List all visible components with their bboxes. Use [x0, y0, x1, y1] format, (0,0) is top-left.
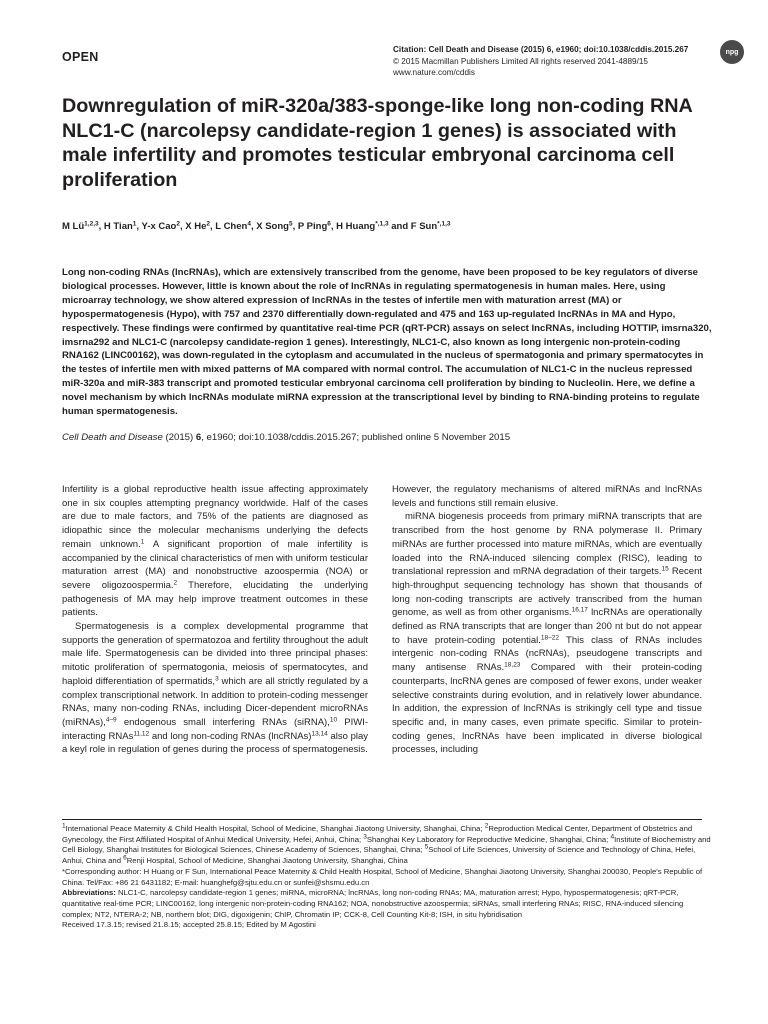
paper-title: Downregulation of miR-320a/383-sponge-like long non-coding RNA NLC1-C (narcolepsy candidate-region 1 genes) is associated with male infertility and promotes testicular embryonal carcinoma cell proliferation — [62, 95, 693, 191]
author-affiliation-marker: 2 — [206, 220, 211, 228]
author-affiliation-marker: 5 — [288, 220, 293, 228]
author-affiliation-marker: 2 — [176, 220, 180, 228]
journal-volume: 6 — [195, 432, 202, 443]
npg-logo: npg — [720, 40, 744, 64]
citation-block — [393, 44, 713, 79]
citation-ref[interactable]: 4–9 — [105, 716, 117, 724]
body-paragraph: miRNA biogenesis proceeds from primary miRNA transcripts that are transcribed from the host genome by RNA polymerase II. Primary miRNAs are further processed into mature miRNAs, which are eventually loaded into the RNA-induced silencing complex (RISC), leading to translational repression and mRNA degradation of their targets.$^{15}$ Recent high-throughput sequencing technology has shown that thousands of long non-coding transcripts are actively transcribed from the human genome, as well as from other organisms.$^{16,17}$ lncRNAs are operationally defined as RNA transcripts that are longer than 200 nt but do not appear to have protein-coding potential.$^{18-22}$ This class of RNAs includes intergenic non-coding RNAs (ncRNAs), pseudogene transcripts and many antisense RNAs.$^{18,23}$ Compared with their protein-coding counterparts, lncRNA genes are composed of fewer exons, under weaker selective constraints during evolution, and in relatively lower abundance. In addition, the expression of lncRNAs is strikingly cell type and tissue specific and, in many cases, even primate specific. Similar to protein-coding genes, lncRNAs have been implicated in diverse biological processes, including — [392, 511, 702, 756]
citation-ref[interactable]: 15 — [661, 565, 669, 573]
author-name: , L Chen — [210, 221, 248, 232]
author-name: , X He — [179, 221, 207, 232]
citation-ref[interactable]: 18–22 — [540, 634, 559, 642]
received-dates: Received 17.3.15; revised 21.8.15; accepted 25.8.15; Edited by M Agostini — [62, 920, 316, 930]
citation-ref[interactable]: 10 — [329, 716, 338, 724]
journal-name: Cell Death and Disease — [62, 432, 163, 443]
author-name: and F Sun — [388, 221, 438, 232]
author-name: , P Ping — [292, 221, 328, 232]
author-affiliation-marker: *,1,3 — [437, 220, 451, 228]
author-affiliation-marker: *,1,3 — [375, 220, 389, 228]
citation-ref[interactable]: 3 — [215, 675, 219, 683]
author-affiliation-marker: 6 — [327, 220, 331, 228]
citation-ref[interactable]: 1 — [140, 538, 145, 546]
journal-year: (2015) — [162, 432, 196, 443]
body-paragraph: Infertility is a global reproductive health issue affecting approximately one in six couples attempting pregnancy worldwide. Half of the cases are due to male factors, and 75% of the patients are diagnosed as idiopathic since the molecular mechanisms underlying the defects remain unknown.$^1$ A significant proportion of male infertility is accompanied by the clinical characteristics of men with uniform testicular maturation arrest (MA) and nonobstructive azoospermia (NOA) or severe oligozoospermia.$^2$ Therefore, elucidating the underlying pathogenesis of MA may help improve treatment outcomes in these patients. — [62, 484, 368, 619]
citation-ref[interactable]: 2 — [173, 579, 178, 587]
author-name: , X Song — [250, 221, 289, 232]
citation-ref[interactable]: 16,17 — [571, 606, 588, 614]
journal-url[interactable]: www.nature.com/cddis — [393, 68, 475, 77]
citation-ref[interactable]: 13,14 — [311, 730, 328, 738]
corresponding-author: *Corresponding author: H Huang or F Sun, International Peace Maternity & Child Health Hospital, School of Medicine, Shanghai Jiaotong University, Shanghai 200030, People's Republic of China. Tel/Fax: +86 21 6431182; E-mail: huanghefg@sjtu.edu.cn or sunfei@shsmu.edu.cn — [62, 866, 703, 887]
abstract: Long non-coding RNAs (lncRNAs), which are extensively transcribed from the genome, have been proposed to be key regulators of diverse biological processes. However, little is known about the role of lncRNAs in regulating spermatogenesis in human males. Here, using microarray technology, we show altered expression of lncRNAs in the testes of infertile men with maturation arrest (MA) or hypospermatogenesis (Hypo), with 757 and 2370 differentially down-regulated and 475 and 163 up-regulated lncRNAs in MA and Hypo, respectively. These findings were confirmed by quantitative real-time PCR (qRT-PCR) assays on select lncRNAs, including HOTTIP, imsrna320, imsrna292 and NLC1-C (narcolepsy candidate-region 1 genes). Interestingly, NLC1-C, also known as long intergenic non-protein-coding RNA162 (LINC00162), was down-regulated in the cytoplasm and accumulated in the nucleus of spermatogonia and primary spermatocytes in the testes of infertile men with mixed patterns of MA compared with normal control. The accumulation of NLC1-C in the nucleus repressed miR-320a and miR-383 transcript and promoted testicular embryonal carcinoma cell proliferation by binding to Nucleolin. Here, we define a novel mechanism by which lncRNAs modulate miRNA expression at the transcriptional level by binding to RNA-binding proteins to regulate human spermatogenesis. — [62, 267, 712, 418]
body-paragraph: However, the regulatory mechanisms of altered miRNAs and lncRNAs levels and functions still remain elusive. — [392, 484, 702, 509]
author-list — [62, 220, 712, 233]
footnote-divider — [62, 819, 702, 820]
citation-ref[interactable]: 11,12 — [133, 730, 150, 738]
citation-ref[interactable]: 18,23 — [504, 661, 521, 669]
author-name: , H Tian — [98, 221, 133, 232]
abbreviations: Abbreviations: NLC1-C, narcolepsy candidate-region 1 genes; miRNA, microRNA; lncRNAs, long non-coding RNAs; MA, maturation arrest; Hypo, hypospermatogenesis; qRT-PCR, quantitative real-time PCR; LINC00162, long intergenic non-protein-coding RNA162; NOA, nonobstructive azoospermia; siRNAs, small interfering RNAs; RISC, RNA-induced silencing complex; NT2, NTERA-2; NB, northern blot; DIG, digoxigenin; ChIP, Chromatin IP; CCK-8, Cell Counting Kit-8; ISH, in situ hybridisation — [62, 888, 684, 919]
body-paragraph: Spermatogenesis is a complex developmental programme that supports the generation of spermatozoa and fertility throughout the adult male life. Spermatogenesis can be divided into three principal phases: mitotic proliferation of spermatogonia, meiosis of spermatocytes, and haploid differentiation of spermatids,$^3$ which are all strictly regulated by a complex transcriptional network. In addition to protein-coding messenger RNAs, many non-coding RNAs, including Dicer-dependent microRNAs (miRNAs),$^{4-9}$ endogenous small interfering RNAs (siRNA),$^{10}$ PIWI-interacting RNAs$^{11,12}$ and long non-coding RNAs (lncRNAs)$^{13,14}$ also play a keyl role in regulation of genes during the process of spermatogenesis. — [62, 621, 369, 756]
author-name: , Y-x Cao — [136, 221, 177, 232]
copyright-line: © 2015 Macmillan Publishers Limited All rights reserved 2041-4889/15 — [393, 56, 648, 66]
author-affiliation-marker: 1,2,3 — [84, 220, 99, 228]
affiliations: $^1$International Peace Maternity & Child Health Hospital, School of Medicine, Shanghai Jiaotong University, Shanghai, China; $^2$Reproduction Medical Center, Department of Obstetrics and Gynecology, the First Affiliated Hospital of Anhui Medical University, Hefei, Anhui, China; $^3$Shanghai Key Laboratory for Reproductive Medicine, Shanghai, China; $^4$Institute of Biochemistry and Cell Biology, Shanghai Institutes for Biological Sciences, Chinese Academy of Sciences, Shanghai, China; $^5$School of Life Sciences, University of Science and Technology of China, Hefei, Anhui, China and $^6$Renji Hospital, School of Medicine, Shanghai Jiaotong University, Shanghai, China — [62, 822, 711, 866]
author-affiliation-marker: 4 — [247, 220, 251, 228]
body-column-right — [392, 483, 702, 757]
author-affiliation-marker: 1 — [132, 220, 137, 228]
journal-doi: , e1960; doi:10.1038/cddis.2015.267; published online 5 November 2015 — [201, 432, 511, 443]
footnotes — [62, 824, 712, 931]
author-name: M Lü — [62, 221, 85, 232]
journal-reference — [62, 431, 712, 444]
body-column-left — [62, 483, 368, 757]
author-name: , H Huang — [330, 221, 376, 232]
citation-line: Citation: Cell Death and Disease (2015) 6, e1960; doi:10.1038/cddis.2015.267 — [393, 45, 689, 54]
open-access-label: OPEN — [62, 50, 99, 64]
